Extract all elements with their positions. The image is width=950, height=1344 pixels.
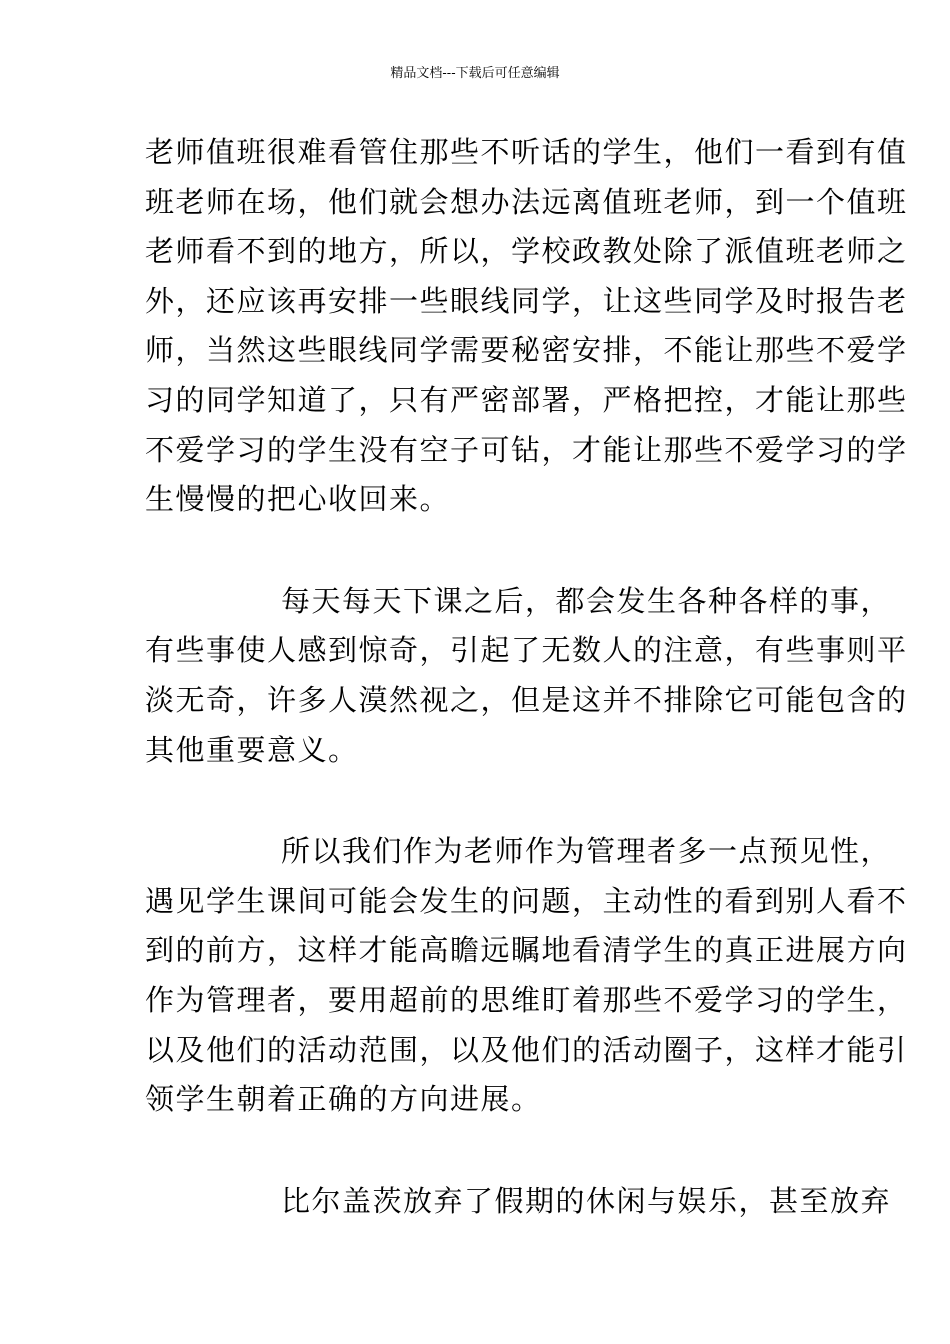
text-line: 作为管理者，要用超前的思维盯着那些不爱学习的学生， (145, 982, 908, 1017)
text-line: 习的同学知道了，只有严密部署，严格把控，才能让那些 (145, 382, 908, 417)
paragraph-4 (145, 1177, 892, 1227)
paragraph-3 (145, 827, 908, 1125)
header-text: 精品文档---下载后可任意编辑 (390, 66, 560, 81)
text-line: 班老师在场，他们就会想办法远离值班老师，到一个值班 (145, 184, 908, 219)
text-line: 到的前方，这样才能高瞻远瞩地看清学生的真正进展方向 (145, 933, 908, 968)
text-line: 其他重要意义。 (145, 732, 359, 767)
page-header (0, 66, 950, 82)
paragraph-2 (145, 577, 908, 775)
text-line: 遇见学生课间可能会发生的问题，主动性的看到别人看不 (145, 883, 908, 918)
text-line: 领学生朝着正确的方向进展。 (145, 1082, 542, 1117)
text-line: 以及他们的活动范围，以及他们的活动圈子，这样才能引 (145, 1032, 908, 1067)
text-line: 老师看不到的地方，所以，学校政教处除了派值班老师之 (145, 234, 908, 269)
text-line: 老师值班很难看管住那些不听话的学生，他们一看到有值 (145, 135, 908, 169)
text-line: 外，还应该再安排一些眼线同学，让这些同学及时报告老 (145, 283, 908, 318)
text-line: 淡无奇，许多人漠然视之，但是这并不排除它可能包含的 (145, 682, 908, 717)
text-line: 所以我们作为老师作为管理者多一点预见性， (281, 834, 892, 869)
text-line: 不爱学习的学生没有空子可钻，才能让那些不爱学习的学 (145, 432, 908, 467)
text-line: 师，当然这些眼线同学需要秘密安排，不能让那些不爱学 (145, 333, 908, 368)
text-line: 每天每天下课之后，都会发生各种各样的事， (281, 583, 892, 618)
text-line: 比尔盖茨放弃了假期的休闲与娱乐，甚至放弃 (281, 1183, 892, 1218)
text-line: 生慢慢的把心收回来。 (145, 482, 451, 517)
document-body (145, 128, 908, 1226)
text-line: 有些事使人感到惊奇，引起了无数人的注意，有些事则平 (145, 633, 908, 668)
paragraph-1 (145, 128, 908, 525)
